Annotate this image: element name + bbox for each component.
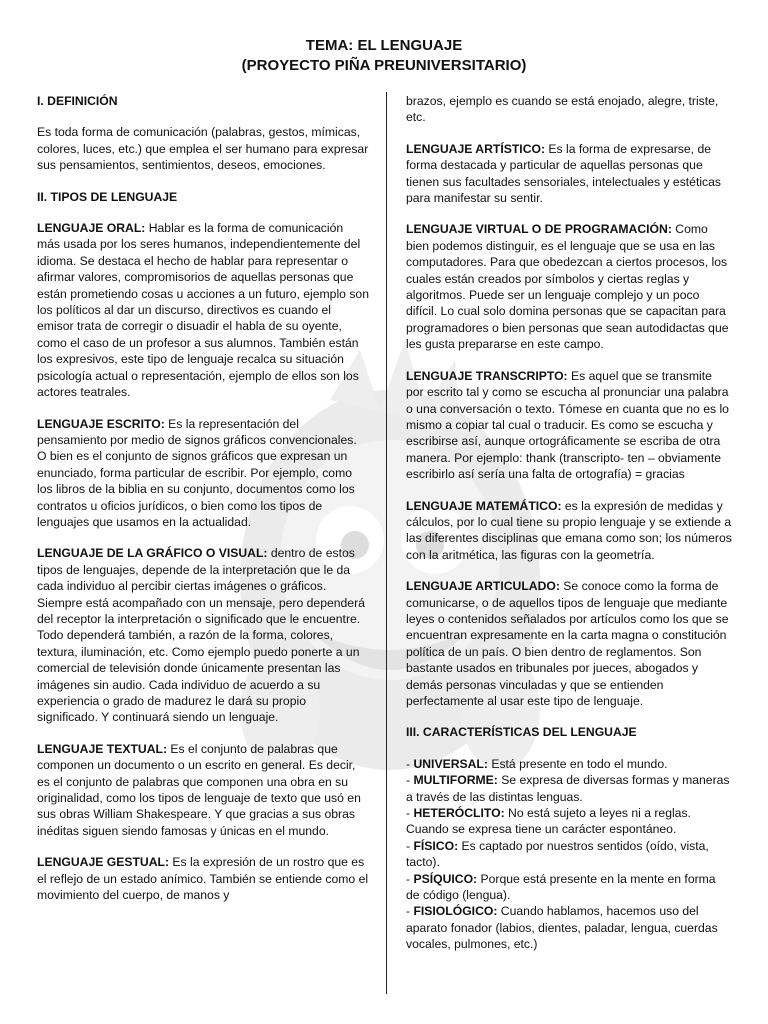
list-item-prefix: -	[406, 904, 414, 919]
paragraph-textual	[37, 741, 369, 839]
paragraph-oral	[37, 220, 369, 400]
term-label: LENGUAJE MATEMÁTICO:	[406, 498, 562, 513]
title-line-1: TEMA: EL LENGUAJE	[305, 37, 463, 54]
left-column	[37, 93, 369, 903]
term-text: Es la expresión de un rostro que es el reflejo de un estado anímico. También se entiende como el movimiento del cuerpo, de manos y	[37, 855, 369, 903]
right-column	[406, 93, 732, 953]
term-text: Como bien podemos distinguir, es el lenguaje que se usa en las computadores. Para que obedezcan a ciertos procesos, los cuales están creados por símbolos y ciertas reglas y algoritmos. Puede ser un lenguaje complejo y un poco difícil. Lo cual solo domina personas que se capacitan para programadores o bien personas que sean autodidactas que les gusta prepararse en este campo.	[406, 222, 729, 352]
definicion-paragraph: Es toda forma de comunicación (palabras, gestos, mímicas, colores, luces, etc.) que emplea el ser humano para expresar sus pensamientos, sentimientos, deseos, emociones.	[37, 125, 369, 173]
section-heading-caracteristicas: III. CARACTERÍSTICAS DEL LENGUAJE	[406, 725, 637, 740]
list-item	[406, 838, 732, 871]
list-item-text: Está presente en todo el mundo.	[487, 756, 668, 771]
list-item-label: PSÍQUICO:	[413, 871, 478, 886]
paragraph-grafico	[37, 545, 369, 725]
list-item	[406, 871, 732, 904]
term-text: Es la forma de expresarse, de forma destacada y particular de aquellas personas que tienen sus facultades sensoriales, intelectuales y estéticas para manifestar su sentir.	[406, 141, 722, 206]
list-item-prefix: -	[406, 773, 414, 788]
term-text: es la expresión de medidas y cálculos, por lo cual tiene su propio lenguaje y se extiende a las diferentes disciplinas que emana como son; los números con la aritmética, las figuras con la geometría.	[406, 498, 732, 562]
caracteristicas-list	[406, 756, 732, 953]
list-item	[406, 805, 732, 838]
paragraph-matematico	[406, 498, 732, 564]
term-text: Es la representación del pensamiento por medio de signos gráficos convencionales. O bien es el conjunto de signos gráficos que expresan un enunciado, forma particular de escribir. Por ejemplo, como los libros de la biblia en su conjunto, documentos como los contratos u oficios jurídicos, o bien como los tipos de lenguajes que usamos en la actualidad.	[37, 416, 357, 529]
list-item-label: FISIOLÓGICO:	[413, 904, 498, 919]
list-item-text: Cuando hablamos, hacemos uso del aparato fonador (labios, dientes, paladar, lengua, cuerdas vocales, pulmones, etc.)	[406, 904, 718, 952]
paragraph-escrito	[37, 416, 369, 531]
term-text: Se conoce como la forma de comunicarse, o de aquellos tipos de lenguaje que mediante leyes o contenidos señalados por artículos como los que se encuentran expresamente en la carta magna o constitución política de un país. O bien dentro de reglamentos. Son bastante usados en tribunales por jueces, abogados y demás personas vinculadas y que se entienden perfectamente al usar este tipo de lenguaje.	[406, 579, 729, 708]
term-label: LENGUAJE GESTUAL:	[37, 855, 170, 870]
list-item-text: Se expresa de diversas formas y maneras a través de las distintas lenguas.	[406, 773, 730, 804]
term-label: LENGUAJE ARTÍSTICO:	[406, 141, 546, 156]
list-item-prefix: -	[406, 871, 414, 886]
list-item-text: No está sujeto a leyes ni a reglas. Cuando se expresa tiene un carácter espontáneo.	[406, 806, 691, 837]
term-text: dentro de estos tipos de lenguajes, depende de la interpretación que le da cada individuo al percibir ciertas imágenes o gráficos. Siempre está acompañado con un mensaje, pero dependerá del receptor la interpretación o significado que le encuentre. Todo dependerá también, a razón de la forma, colores, textura, iluminación, etc. Como ejemplo puedo ponerte a un comercial de televisión donde únicamente presentan las imágenes sin audio. Cada individuo de acuerdo a su experiencia o grado de madurez le dará su propio significado. Y continuará siendo un lenguaje.	[37, 546, 365, 725]
list-item-prefix: -	[406, 838, 414, 853]
paragraph-articulado	[406, 578, 732, 709]
term-label: LENGUAJE TEXTUAL:	[37, 741, 168, 756]
list-item-text: Porque está presente en la mente en forma de código (lengua).	[406, 871, 716, 903]
list-item	[406, 903, 732, 952]
list-item-text: Es captado por nuestros sentidos (oído, vista, tacto).	[406, 838, 709, 870]
list-item-label: FÍSICO:	[413, 838, 459, 853]
paragraph-transcripto	[406, 368, 732, 483]
title-line-2: (PROYECTO PIÑA PREUNIVERSITARIO)	[241, 57, 527, 74]
paragraph-gestual	[37, 854, 369, 903]
term-label: LENGUAJE VIRTUAL O DE PROGRAMACIÓN:	[406, 222, 672, 237]
paragraph-artistico	[406, 141, 732, 207]
term-label: LENGUAJE DE LA GRÁFICO O VISUAL:	[37, 546, 268, 561]
term-text: Hablar es la forma de comunicación más usada por los seres humanos, independientemente del idioma. Se destaca el hecho de hablar para representar o afirmar valores, compromisorios de aquellas personas que están prometiendo cosas u acciones a un futuro, ejemplo son los políticos al dar un discurso, directivos es cuando el emisor trata de corregir o disuadir el habla de su oyente, como el caso de un profesor a sus alumnos. También están los expresivos, este tipo de lenguaje recalca su situación psicología actual o representación, ejemplo de ellos son los actores teatrales.	[37, 221, 369, 400]
list-item	[406, 756, 732, 772]
list-item-prefix: -	[406, 806, 414, 821]
section-heading-tipos: II. TIPOS DE LENGUAJE	[37, 189, 178, 204]
term-label: LENGUAJE TRANSCRIPTO:	[406, 368, 568, 383]
list-item-prefix: -	[406, 756, 414, 771]
list-item-label: MULTIFORME:	[413, 773, 498, 788]
term-text: Es aquel que se transmite por escrito tal y como se escucha al pronunciar una palabra o una conversación o texto. Tómese en cuanta que no es lo mismo a copiar tal cual o traducir. Es como se escucha y escribirse así, aunque ortográficamente se escriba de otra manera. Por ejemplo: thank (transcripto- ten – obviamente escribirlo así sería una falta de ortografía) = gracias	[406, 368, 729, 482]
list-item	[406, 772, 732, 805]
term-label: LENGUAJE ORAL:	[37, 221, 146, 236]
section-heading-definicion: I. DEFINICIÓN	[37, 94, 118, 108]
paragraph-gestual-continued: brazos, ejemplo es cuando se está enojado, alegre, triste, etc.	[406, 94, 719, 125]
paragraph-virtual	[406, 221, 732, 352]
term-label: LENGUAJE ESCRITO:	[37, 416, 165, 431]
column-divider	[386, 92, 387, 994]
list-item-label: HETERÓCLITO:	[413, 806, 505, 821]
list-item-label: UNIVERSAL:	[413, 756, 488, 771]
document-title	[0, 36, 768, 76]
term-text: Es el conjunto de palabras que componen un documento o un escrito en general. Es decir, es el conjunto de palabras que componen una obra en su originalidad, como los tipos de lenguaje de texto que usó en sus obras William Shakespeare. Y que gracias a sus obras inéditas siguen siendo famosas y únicas en el mundo.	[37, 741, 361, 838]
term-label: LENGUAJE ARTICULADO:	[406, 579, 560, 594]
